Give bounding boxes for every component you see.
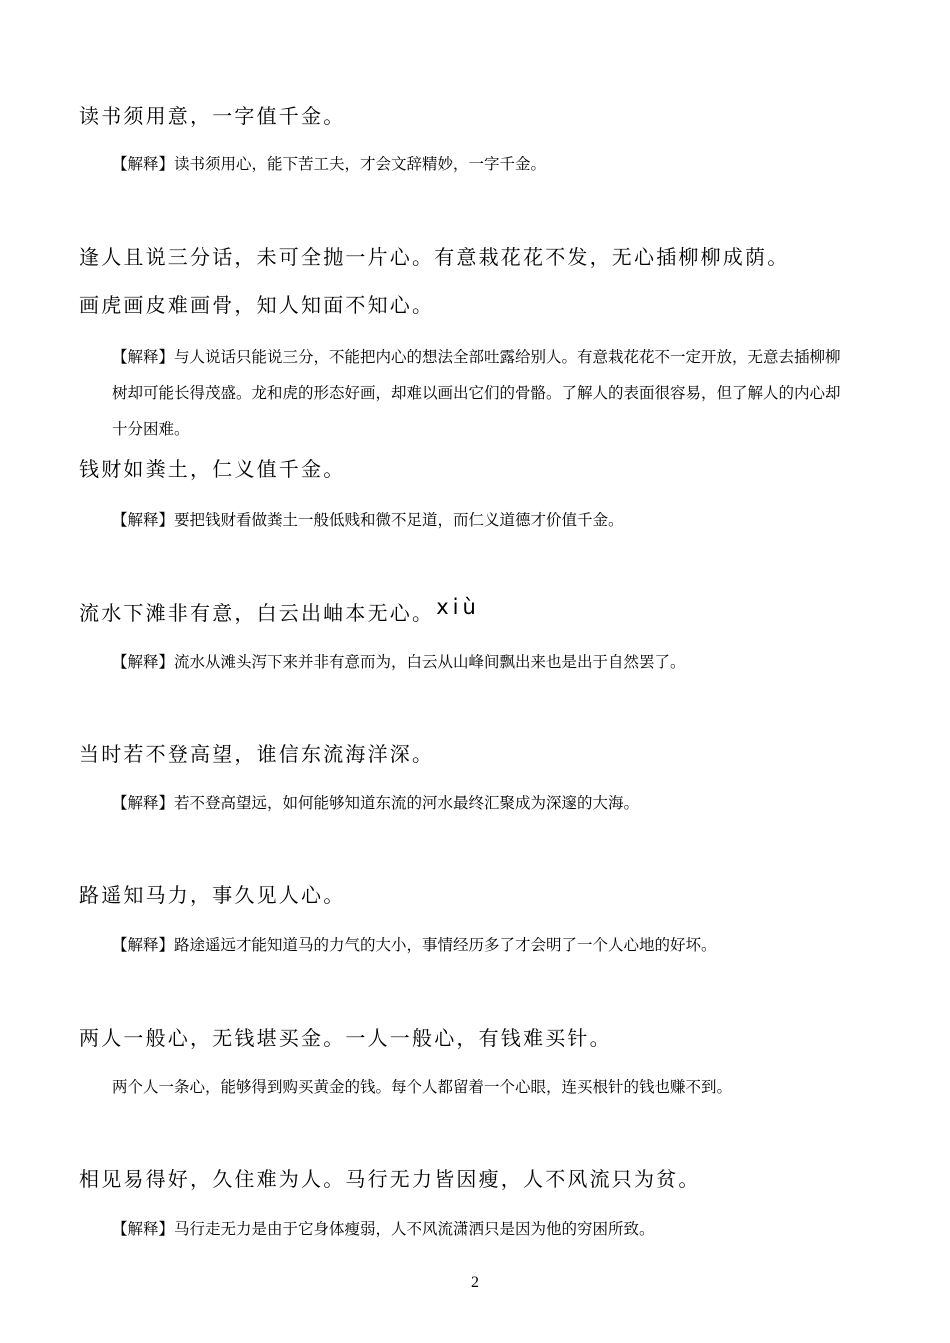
proverb: 读书须用意，一字值千金。: [79, 104, 346, 128]
proverb: 画虎画皮难画骨，知人知面不知心。: [79, 293, 435, 317]
explanation-tag: 【解释】: [112, 155, 175, 173]
explanation: [112, 1211, 842, 1247]
explanation-tag: 【解释】: [112, 794, 175, 812]
explanation-tag: 【解释】: [112, 511, 175, 529]
explanation-text: 流水从滩头泻下来并非有意而为，白云从山峰间飘出来也是出于自然罢了。: [174, 653, 686, 671]
explanation-tag: 【解释】: [112, 348, 175, 366]
proverb: 相见易得好，久住难为人。马行无力皆因瘦，人不风流只为贫。: [79, 1167, 701, 1191]
explanation: [112, 1069, 842, 1105]
explanation: [112, 785, 842, 821]
page-number: 2: [471, 1274, 479, 1291]
proverb: 逢人且说三分话，未可全抛一片心。有意栽花花不发，无心插柳柳成荫。: [79, 245, 790, 269]
proverb: 路遥知马力，事久见人心。: [79, 883, 346, 907]
explanation: [112, 339, 842, 447]
explanation-tag: 【解释】: [112, 653, 175, 671]
explanation: [112, 146, 842, 182]
explanation-text: 要把钱财看做粪土一般低贱和微不足道，而仁义道德才价值千金。: [174, 511, 624, 529]
explanation-text: 两个人一条心，能够得到购买黄金的钱。每个人都留着一个心眼，连买根针的钱也赚不到。: [112, 1078, 733, 1096]
explanation-text: 马行走无力是由于它身体瘦弱，人不风流潇洒只是因为他的穷困所致。: [174, 1220, 655, 1238]
explanation-tag: 【解释】: [112, 1220, 175, 1238]
explanation-text: 若不登高望远，如何能够知道东流的河水最终汇聚成为深邃的大海。: [174, 794, 640, 812]
pinyin-annotation: xiù: [436, 595, 480, 619]
explanation: [112, 644, 842, 680]
explanation: [112, 927, 842, 963]
proverb: 当时若不登高望，谁信东流海洋深。: [79, 742, 435, 766]
proverb: 两人一般心，无钱堪买金。一人一般心，有钱难买针。: [79, 1026, 612, 1050]
explanation-tag: 【解释】: [112, 936, 175, 954]
explanation: [112, 502, 842, 538]
proverb: 钱财如粪土，仁义值千金。: [79, 457, 346, 481]
explanation-text: 与人说话只能说三分，不能把内心的想法全部吐露给别人。有意栽花花不一定开放，无意去插柳柳树却可能长得茂盛。龙和虎的形态好画，却难以画出它们的骨骼。了解人的表面很容易，但了解人的内心却十分困难。: [112, 348, 841, 438]
explanation-text: 读书须用心，能下苦工夫，才会文辞精妙，一字千金。: [174, 155, 547, 173]
proverb-text: 流水下滩非有意，白云出岫本无心。: [79, 601, 435, 625]
explanation-text: 路途遥远才能知道马的力气的大小，事情经历多了才会明了一个人心地的好坏。: [174, 936, 717, 954]
proverb: [79, 595, 480, 626]
